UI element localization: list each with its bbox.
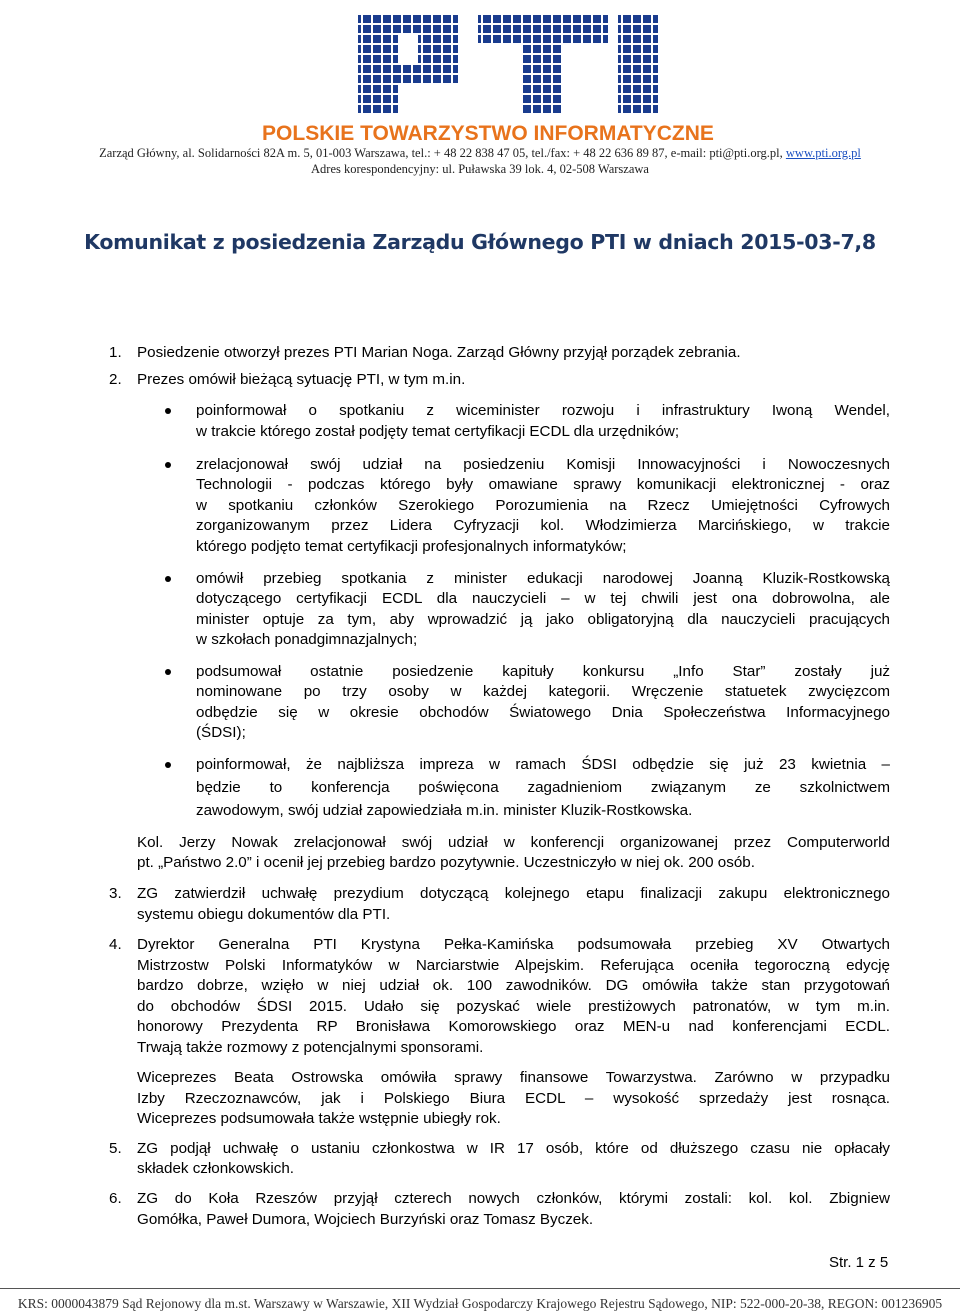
paragraph-text: Wiceprezes podsumowała także wstępnie ubiegły rok. bbox=[137, 1110, 501, 1127]
bullet-text: podsumował ostatnie posiedzenie kapituły konkursu „Info Star” zostały już bbox=[196, 663, 890, 680]
bullet-icon bbox=[165, 408, 171, 414]
item-number: 4. bbox=[109, 936, 122, 953]
item-text: ZG zatwierdził uchwałę prezydium dotyczącą kolejnego etapu finalizacji zakupu elektronicznego bbox=[137, 885, 890, 902]
item-text: Prezes omówił bieżącą sytuację PTI, w tym m.in. bbox=[137, 371, 466, 388]
paragraph-text: Kol. Jerzy Nowak zrelacjonował swój udział w konferencji organizowanej przez Computerworld bbox=[137, 834, 890, 851]
item-number: 2. bbox=[109, 371, 122, 388]
bullet-text: poinformował, że najbliższa impreza w ramach ŚDSI odbędzie się już 23 kwietnia – bbox=[196, 756, 890, 773]
bullet-icon bbox=[165, 576, 171, 582]
item-number: 6. bbox=[109, 1190, 122, 1207]
item-number: 5. bbox=[109, 1140, 122, 1157]
item-number: 1. bbox=[109, 344, 122, 361]
page-title: Komunikat z posiedzenia Zarządu Głównego PTI w dniach 2015-03-7,8 bbox=[84, 230, 876, 254]
item-number: 3. bbox=[109, 885, 122, 902]
paragraph-text: pt. „Państwo 2.0” i ocenił jej przebieg bardzo pozytywnie. Uczestniczyło w niej ok. 200 osób. bbox=[137, 854, 755, 871]
bullet-text: w trakcie którego został podjęty temat certyfikacji ECDL dla urzędników; bbox=[196, 423, 680, 440]
bullet-icon bbox=[165, 462, 171, 468]
item-text: Dyrektor Generalna PTI Krystyna Pełka-Kamińska podsumowała przebieg XV Otwartych bbox=[137, 936, 890, 953]
address-text: Zarząd Główny, al. Solidarności 82A m. 5, 01-003 Warszawa, tel.: + 48 22 838 47 05, tel./fax: + 48 22 636 89 87, e-mail: pti@pti.org.pl, bbox=[99, 146, 786, 160]
bullet-icon bbox=[165, 762, 171, 768]
bullet-text: dotyczącego certyfikacji ECDL dla nauczycieli – w tej chwili jest ona dobrowolna, ale bbox=[196, 590, 890, 607]
pti-letters bbox=[358, 14, 658, 114]
org-name: POLSKIE TOWARZYSTWO INFORMATYCZNE bbox=[262, 122, 714, 145]
footer-divider bbox=[0, 1288, 960, 1289]
item-text: honorowy Prezydenta RP Bronisława Komorowskiego oraz MEN-u nad konferencjami ECDL. bbox=[137, 1018, 890, 1035]
bullet-text: Technologii - podczas którego były omawiane sprawy komunikacji elektronicznej - oraz bbox=[196, 476, 890, 493]
header-address bbox=[0, 146, 960, 161]
item-text: systemu obiegu dokumentów dla PTI. bbox=[137, 906, 391, 923]
bullet-text: zawodowym, swój udział zapowiedziała m.in. minister Kluzik-Rostkowska. bbox=[196, 802, 693, 819]
item-text: składek członkowskich. bbox=[137, 1160, 294, 1177]
bullet-text: którego podjęto temat certyfikacji profesjonalnych informatyków; bbox=[196, 538, 627, 555]
item-text: Mistrzostw Polski Informatyków w Narciarstwie Alpejskim. Referująca oceniła tegoroczną edycję bbox=[137, 957, 890, 974]
bullet-text: w spotkaniu członków Szerokiego Porozumienia na Rzecz Umiejętności Cyfrowych bbox=[196, 497, 890, 514]
bullet-text: odbędzie się w okresie obchodów Światowego Dnia Społeczeństwa Informacyjnego bbox=[196, 704, 890, 721]
header-correspondence: Adres korespondencyjny: ul. Puławska 39 lok. 4, 02-508 Warszawa bbox=[311, 162, 649, 176]
bullet-text: minister optuje za tym, aby wprowadzić ją jako obligatoryjną dla nauczycieli pracujących bbox=[196, 611, 890, 628]
footer-registry: KRS: 0000043879 Sąd Rejonowy dla m.st. Warszawy w Warszawie, XII Wydział Gospodarczy Krajowego Rejestru Sądowego, NIP: 522-000-20-38, REGON: 001236905 bbox=[17, 1296, 943, 1311]
bullet-text: w szkołach ponadgimnazjalnych; bbox=[196, 631, 418, 648]
bullet-icon bbox=[165, 669, 171, 675]
bullet-text: (ŚDSI); bbox=[196, 724, 246, 741]
paragraph-text: Izby Rzeczoznawców, jak i Polskiego Biura ECDL – wysokość sprzedaży jest rosnąca. bbox=[137, 1090, 890, 1107]
bullet-text: będzie to konferencja poświęcona zagadnieniom związanym ze szkolnictwem bbox=[196, 779, 890, 796]
website-link[interactable]: www.pti.org.pl bbox=[785, 146, 861, 160]
paragraph-text: Wiceprezes Beata Ostrowska omówiła sprawy finansowe Towarzystwa. Zarówno w przypadku bbox=[137, 1069, 890, 1086]
item-text: Posiedzenie otworzył prezes PTI Marian Noga. Zarząd Główny przyjął porządek zebrania. bbox=[137, 344, 741, 361]
item-text: do obchodów ŚDSI 2015. Udało się pozyskać wiele prestiżowych patronatów, w tym m.in. bbox=[137, 998, 890, 1015]
item-text: ZG podjął uchwałę o ustaniu członkostwa w IR 17 osób, które od dłuższego czasu nie opłacały bbox=[137, 1140, 890, 1157]
page-number: Str. 1 z 5 bbox=[829, 1254, 889, 1271]
item-text: Trwają także rozmowy z potencjalnymi sponsorami. bbox=[137, 1039, 484, 1056]
item-text: Gomółka, Paweł Dumora, Wojciech Burzyński oraz Tomasz Byczek. bbox=[137, 1211, 594, 1228]
item-text: ZG do Koła Rzeszów przyjął czterech nowych członków, którymi zostali: kol. kol. Zbigniew bbox=[137, 1190, 890, 1207]
bullet-text: poinformował o spotkaniu z wiceminister rozwoju i infrastruktury Iwoną Wendel, bbox=[196, 402, 890, 419]
pti-logo bbox=[262, 14, 714, 148]
bullet-text: omówił przebieg spotkania z minister edukacji narodowej Joanną Kluzik-Rostkowską bbox=[196, 570, 890, 587]
bullet-text: nominowane po trzy osoby w każdej kategorii. Wręczenie statuetek zwycięzcom bbox=[196, 683, 890, 700]
item-text: bardzo dobrze, wzięło w niej udział ok. 100 zawodników. DG omówiła także stan przygotowań bbox=[137, 977, 890, 994]
bullet-text: zrelacjonował swój udział na posiedzeniu Komisji Innowacyjności i Nowoczesnych bbox=[196, 456, 890, 473]
bullet-text: zorganizowanym przez Lidera Cyfryzacji kol. Włodzimierza Marcińskiego, w trakcie bbox=[196, 517, 890, 534]
